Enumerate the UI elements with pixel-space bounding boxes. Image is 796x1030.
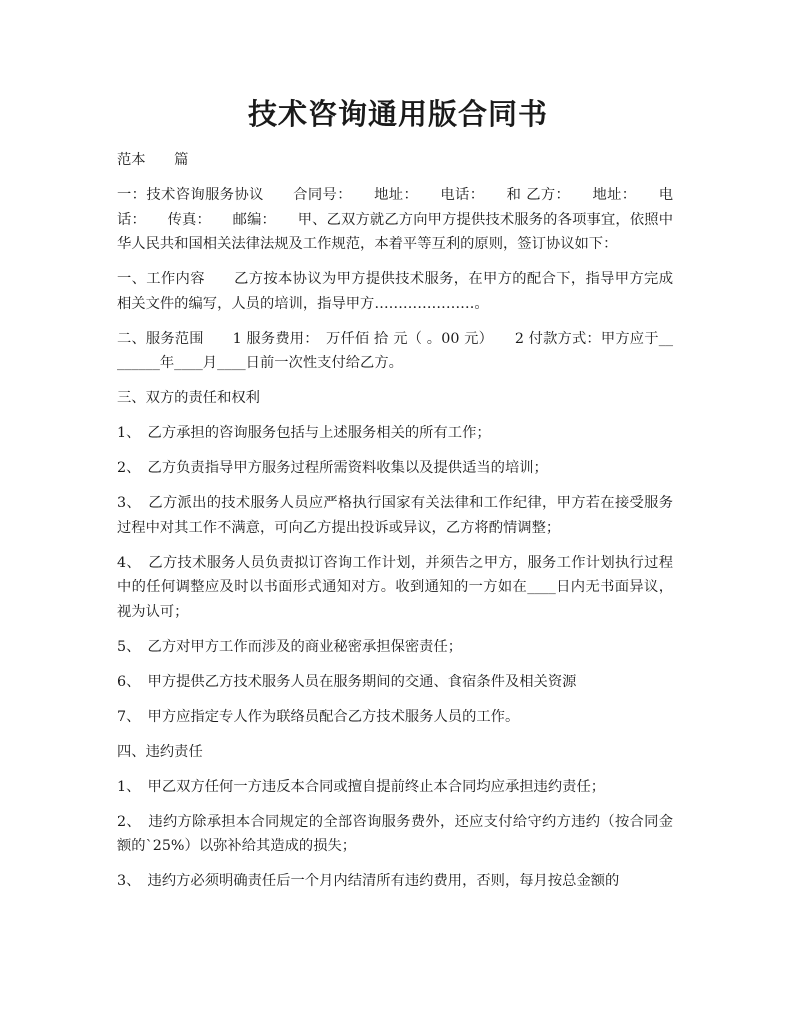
document-title: 技术咨询通用版合同书 xyxy=(247,97,548,131)
section-heading-responsibilities: 三、双方的责任和权利 xyxy=(117,390,260,406)
list-item: 2、 乙方负责指导甲方服务过程所需资料收集以及提供适当的培训； xyxy=(117,460,548,476)
paragraph-service-scope: 二、服务范围 1 服务费用： 万仟佰 拾 元（ 。00 元） 2 付款方式：甲方应于________年____月____日前一次性支付给乙方。 xyxy=(117,330,673,371)
list-item: 3、 乙方派出的技术服务人员应严格执行国家有关法律和工作纪律，甲方若在接受服务过程中对其工作不满意，可向乙方提出投诉或异议，乙方将酌情调整； xyxy=(117,495,673,536)
list-item: 4、 乙方技术服务人员负责拟订咨询工作计划，并须告之甲方，服务工作计划执行过程中的任何调整应及时以书面形式通知对方。收到通知的一方如在____日内无书面异议，视为认可； xyxy=(117,554,673,620)
list-item: 1、 乙方承担的咨询服务包括与上述服务相关的所有工作； xyxy=(117,425,491,441)
list-item: 6、 甲方提供乙方技术服务人员在服务期间的交通、食宿条件及相关资源 xyxy=(117,673,577,690)
paragraph-template-label: 范本 篇 xyxy=(117,152,189,168)
paragraph-work-content: 一、工作内容 乙方按本协议为甲方提供技术服务，在甲方的配合下，指导甲方完成相关文件的编写，人员的培训，指导甲方…………………。 xyxy=(117,271,673,312)
list-item: 5、 乙方对甲方工作而涉及的商业秘密承担保密责任； xyxy=(117,638,463,655)
list-item: 7、 甲方应指定专人作为联络员配合乙方技术服务人员的工作。 xyxy=(117,708,520,725)
section-heading-breach-liability: 四、违约责任 xyxy=(117,743,203,760)
list-item: 3、 违约方必须明确责任后一个月内结清所有违约费用，否则，每月按总金额的 xyxy=(117,873,620,889)
list-item: 1、 甲乙双方任何一方违反本合同或擅自提前终止本合同均应承担违约责任； xyxy=(117,778,606,795)
paragraph-agreement-intro: 一：技术咨询服务协议 合同号： 地址： 电话： 和 乙方： 地址： 电话： 传真： 邮编： 甲、乙双方就乙方向甲方提供技术服务的各项事宜，依照中华人民共和国相关法律法规及工作规范，本着平等互利的原则，签订协议如下： xyxy=(117,187,673,252)
list-item: 2、 违约方除承担本合同规定的全部咨询服务费外，还应支付给守约方违约（按合同金额的`25%）以弥补给其造成的损失； xyxy=(117,813,673,854)
document-body xyxy=(117,148,673,904)
